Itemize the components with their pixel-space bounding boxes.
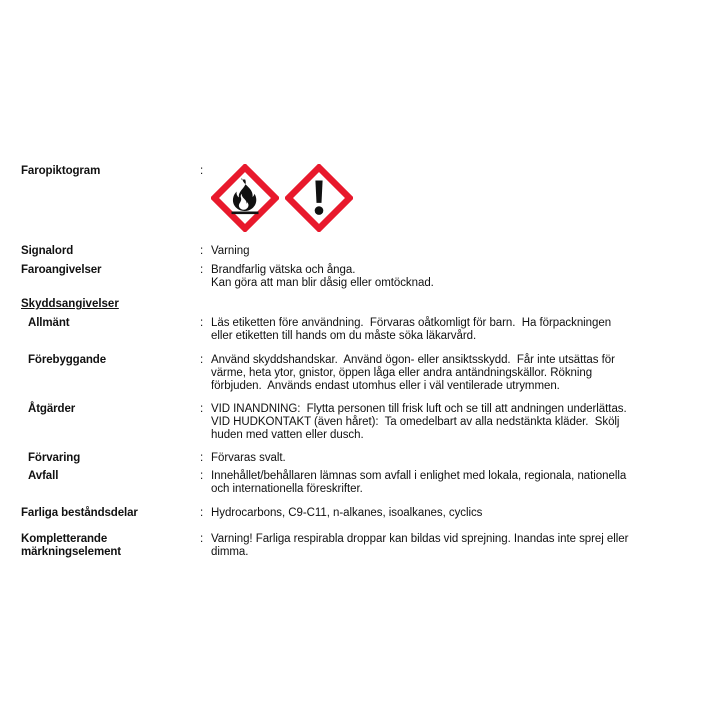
flame-icon [211, 164, 279, 232]
colon-forebyggande: : [200, 354, 204, 366]
exclamation-mark-icon [285, 164, 353, 232]
text-line: och internationella föreskrifter. [211, 483, 363, 496]
row-kompletterande-markningselement [0, 533, 720, 559]
label-signalord: Signalord [21, 245, 74, 257]
value-kompletterande [211, 533, 710, 559]
value-atgarder [211, 403, 710, 443]
text-line: Varning [211, 245, 250, 257]
label-allmant: Allmänt [28, 317, 70, 329]
value-signalord [211, 245, 710, 258]
colon-faroangivelser: : [200, 264, 204, 276]
heading-skyddsangivelser: Skyddsangivelser [21, 298, 119, 310]
row-forebyggande [0, 354, 720, 394]
label-atgarder: Åtgärder [28, 403, 76, 415]
text-line: Läs etiketten före användning. Förvaras oåtkomligt för barn. Ha förpackningen [211, 317, 612, 329]
text-line: eller etiketten till hands om du måste söka läkarvård. [211, 330, 477, 343]
row-avfall [0, 470, 720, 496]
colon-signalord: : [200, 245, 204, 257]
row-atgarder [0, 403, 720, 443]
label-avfall: Avfall [28, 470, 59, 482]
colon-forvaring: : [200, 452, 204, 464]
label-kompletterande-markningselement [21, 533, 200, 559]
value-farliga-bestandsdelar [211, 507, 710, 520]
value-forebyggande [211, 354, 710, 394]
colon-kompletterande: : [200, 533, 204, 545]
colon-avfall: : [200, 470, 204, 482]
label-kompletterande-line1: Kompletterande [21, 533, 108, 545]
row-forvaring [0, 452, 720, 465]
text-line: huden med vatten eller dusch. [211, 429, 364, 442]
value-faroangivelser [211, 264, 710, 290]
pictogram-group [211, 164, 353, 232]
text-line: dimma. [211, 546, 249, 559]
label-faropiktogram: Faropiktogram [21, 165, 101, 177]
value-avfall [211, 470, 710, 496]
text-line: Förvaras svalt. [211, 452, 286, 464]
text-line: VID HUDKONTAKT (även håret): Ta omedelbart av alla nedstänkta kläder. Skölj [211, 416, 620, 429]
row-signalord [0, 245, 720, 258]
label-forebyggande: Förebyggande [28, 354, 107, 366]
label-farliga-bestandsdelar: Farliga beståndsdelar [21, 507, 138, 519]
text-line: Innehållet/behållaren lämnas som avfall i enlighet med lokala, regionala, nationella [211, 470, 627, 482]
text-line: Hydrocarbons, C9-C11, n-alkanes, isoalkanes, cyclics [211, 507, 483, 519]
text-line: värme, heta ytor, gnistor, öppen låga eller andra antändningskällor. Rökning [211, 367, 593, 380]
row-pictogram [0, 163, 720, 232]
colon-atgarder: : [200, 403, 204, 415]
value-forvaring [211, 452, 710, 465]
text-line: Brandfarlig vätska och ånga. [211, 264, 356, 276]
text-line: Använd skyddshandskar. Använd ögon- eller ansiktsskydd. Får inte utsättas för [211, 354, 615, 366]
row-faroangivelser [0, 264, 720, 290]
colon-faropiktogram: : [200, 165, 204, 177]
text-line: förbjuden. Används endast utomhus eller i väl ventilerade utrymmen. [211, 380, 560, 393]
label-forvaring: Förvaring [28, 452, 81, 464]
label-faroangivelser: Faroangivelser [21, 264, 102, 276]
row-allmant [0, 317, 720, 343]
colon-farliga-bestandsdelar: : [200, 507, 204, 519]
text-line: Kan göra att man blir dåsig eller omtöcknad. [211, 277, 434, 290]
text-line: Varning! Farliga respirabla droppar kan bildas vid sprejning. Inandas inte sprej eller [211, 533, 629, 545]
text-line: VID INANDNING: Flytta personen till frisk luft och se till att andningen underlättas. [211, 403, 627, 415]
label-kompletterande-line2: märkningselement [21, 546, 122, 559]
row-farliga-bestandsdelar [0, 507, 720, 520]
colon-allmant: : [200, 317, 204, 329]
value-allmant [211, 317, 710, 343]
